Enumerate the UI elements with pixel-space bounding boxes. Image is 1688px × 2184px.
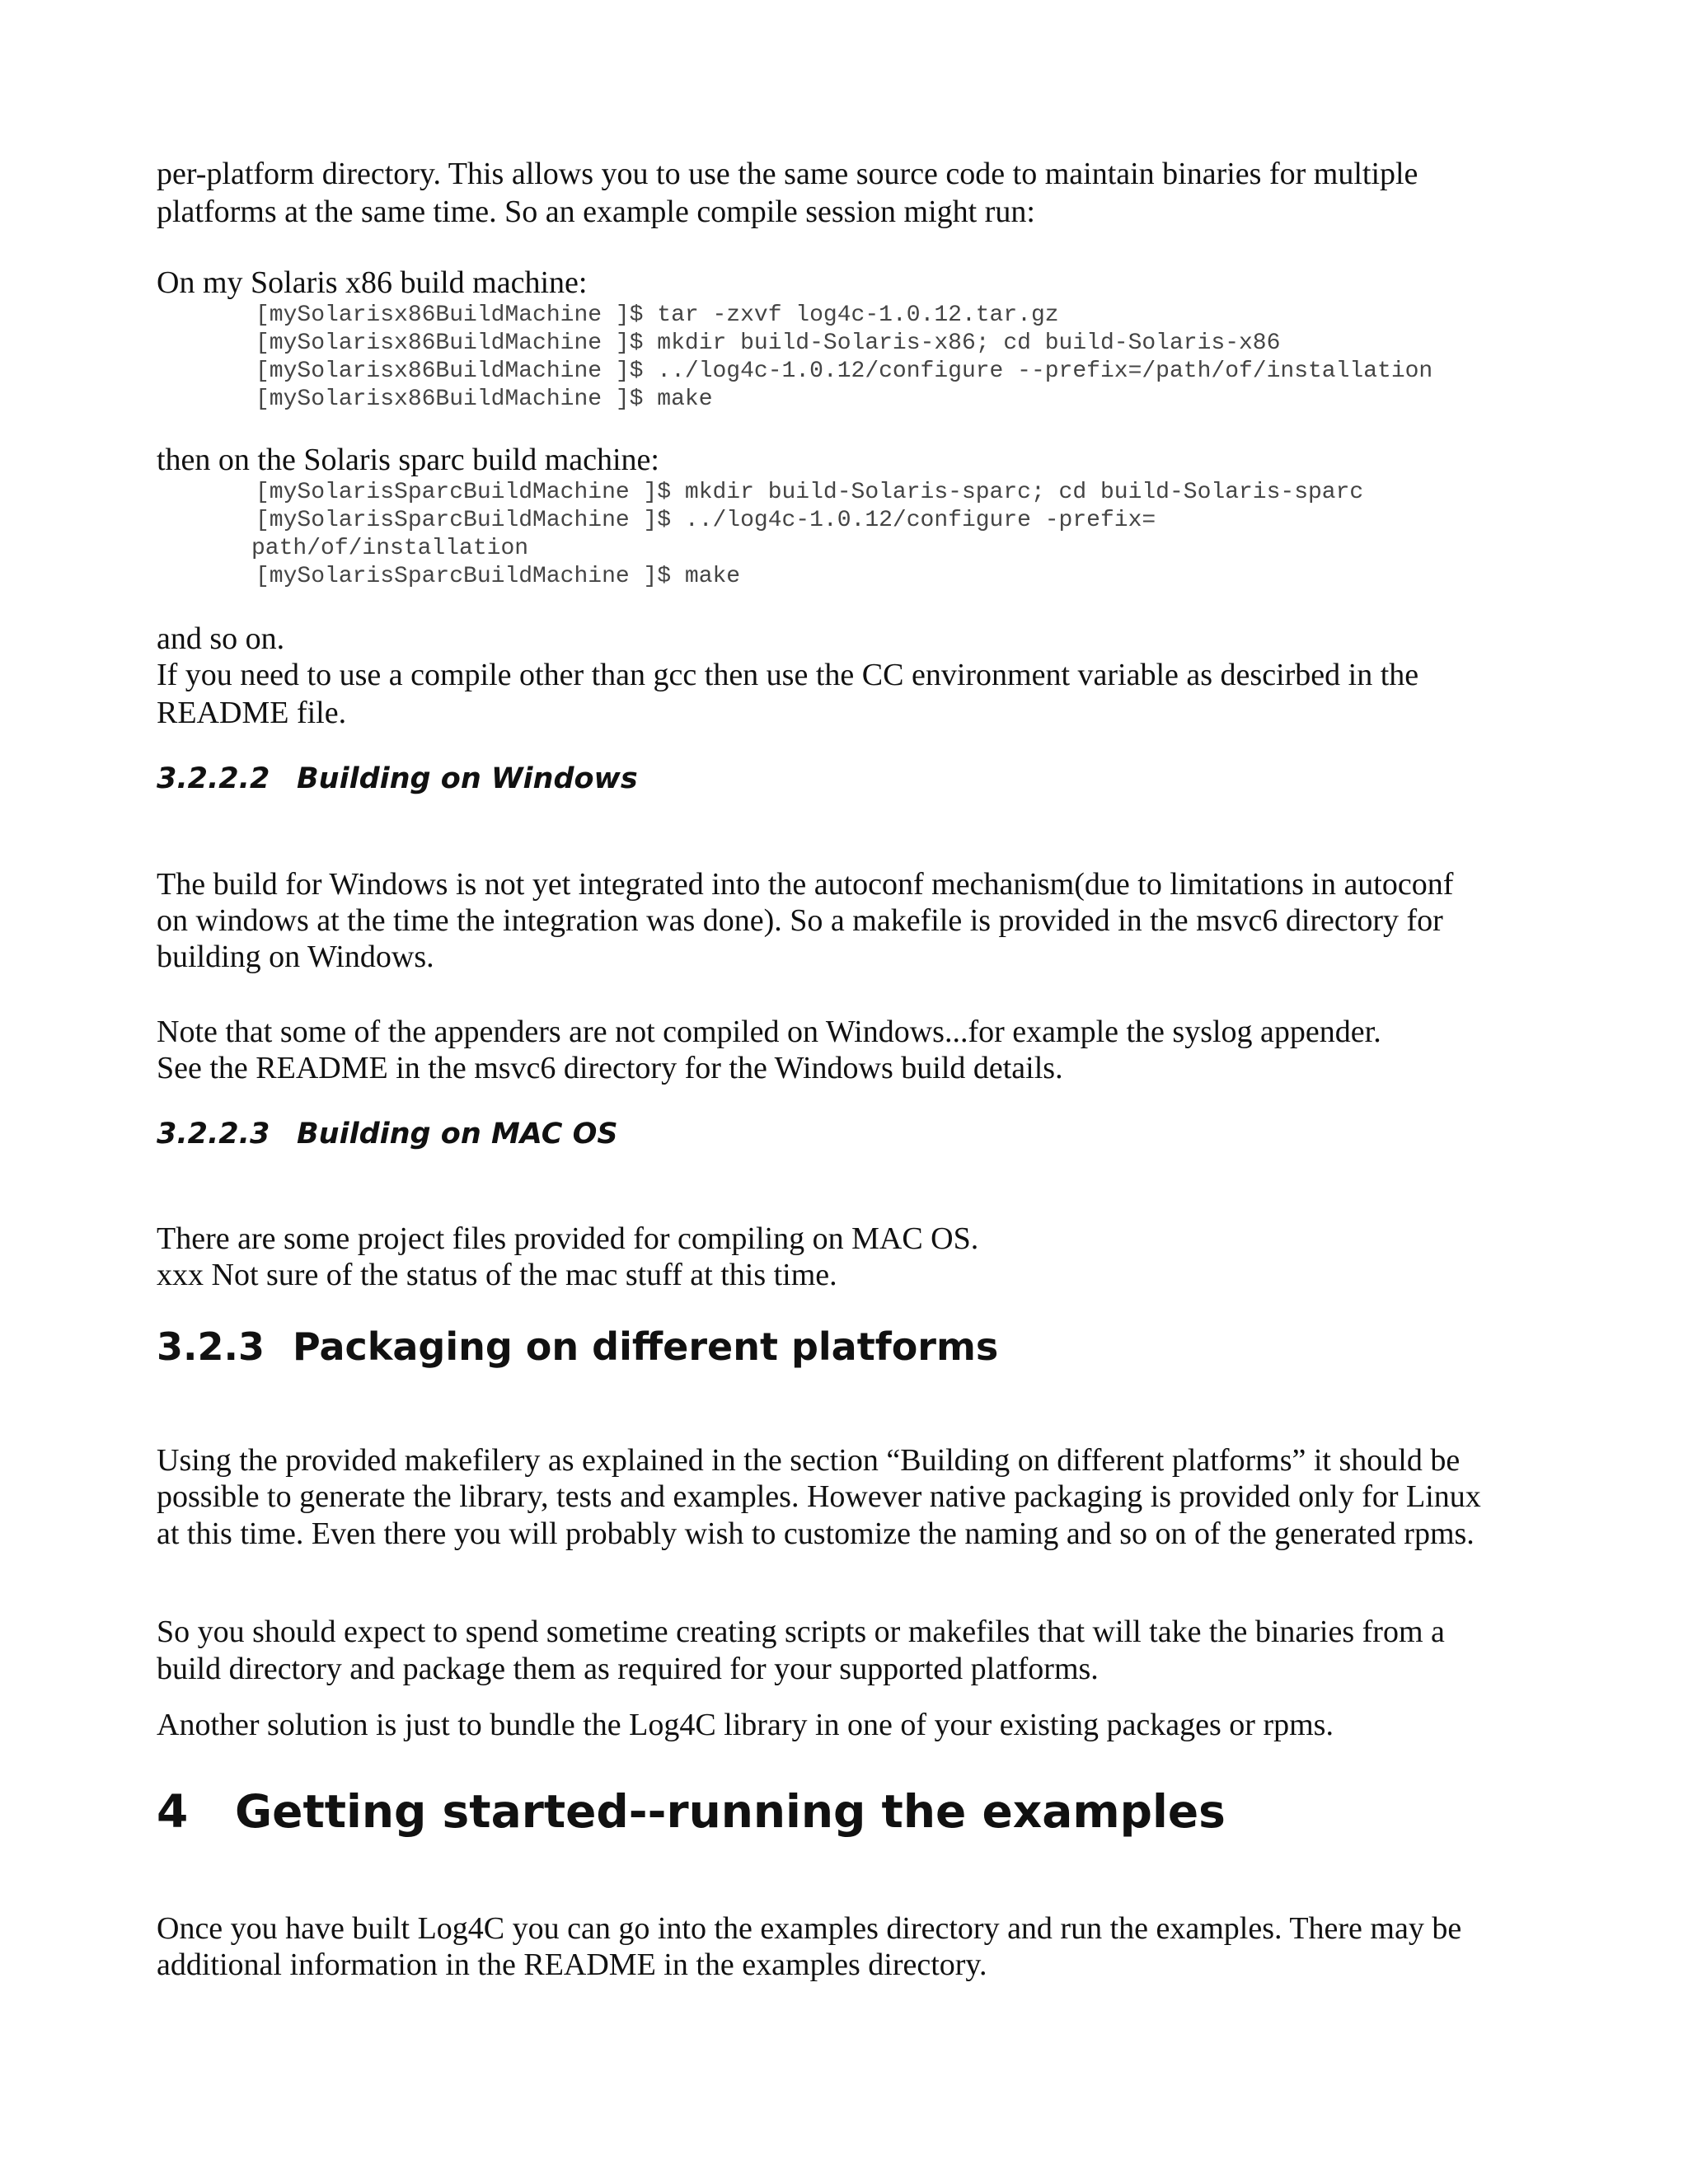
solaris-x86-label: On my Solaris x86 build machine: — [157, 265, 588, 300]
code-line: [mySolarisx86BuildMachine ]$ ../log4c-1.0.12/configure --prefix=/path/of/installation — [256, 359, 1433, 384]
windows-para-line: The build for Windows is not yet integrated into the autoconf mechanism(due to limitations in autoconf — [157, 867, 1454, 902]
section-title: Packaging on different platforms — [293, 1324, 999, 1369]
packaging-para3: Another solution is just to bundle the Log4C library in one of your existing packages or rpms. — [157, 1708, 1334, 1742]
getting-started-para-line: Once you have built Log4C you can go into the examples directory and run the examples. There may be — [157, 1911, 1462, 1946]
packaging-para2-line: build directory and package them as required for your supported platforms. — [157, 1652, 1099, 1686]
packaging-para-line: at this time. Even there you will probably wish to customize the naming and so on of the generated rpms. — [157, 1516, 1475, 1551]
getting-started-para-line: additional information in the README in the examples directory. — [157, 1947, 987, 1982]
mac-para-line: xxx Not sure of the status of the mac stuff at this time. — [157, 1258, 837, 1292]
windows-note-line: See the README in the msvc6 directory for the Windows build details. — [157, 1051, 1063, 1085]
code-line: [mySolarisSparcBuildMachine ]$ ../log4c-1.0.12/configure -prefix= — [256, 508, 1156, 533]
code-line: [mySolarisSparcBuildMachine ]$ mkdir build-Solaris-sparc; cd build-Solaris-sparc — [256, 480, 1364, 505]
chapter-heading-getting-started — [157, 1784, 1226, 1839]
after-commands-line: and so on. — [157, 621, 285, 656]
solaris-sparc-label: then on the Solaris sparc build machine: — [157, 443, 659, 477]
section-heading-windows — [157, 762, 638, 796]
chapter-title: Getting started--running the examples — [235, 1785, 1226, 1838]
intro-line-2: platforms at the same time. So an example compile session might run: — [157, 194, 1035, 229]
after-commands-line: If you need to use a compile other than gcc then use the CC environment variable as descirbed in the — [157, 658, 1419, 692]
section-heading-mac — [157, 1117, 618, 1151]
windows-para-line: on windows at the time the integration was done). So a makefile is provided in the msvc6 directory for — [157, 903, 1443, 938]
chapter-number: 4 — [157, 1785, 189, 1838]
code-line: [mySolarisx86BuildMachine ]$ tar -zxvf log4c-1.0.12.tar.gz — [256, 302, 1059, 328]
intro-line-1: per-platform directory. This allows you to use the same source code to maintain binaries for multiple — [157, 157, 1418, 191]
code-line: path/of/installation — [251, 536, 529, 561]
code-line: [mySolarisx86BuildMachine ]$ make — [256, 387, 713, 412]
section-heading-packaging — [157, 1324, 998, 1370]
windows-para-line: building on Windows. — [157, 940, 434, 974]
windows-note-line: Note that some of the appenders are not compiled on Windows...for example the syslog appender. — [157, 1015, 1381, 1049]
section-number: 3.2.2.2 — [157, 762, 270, 795]
code-line: [mySolarisSparcBuildMachine ]$ make — [256, 564, 741, 589]
packaging-para2-line: So you should expect to spend sometime creating scripts or makefiles that will take the binaries from a — [157, 1615, 1445, 1649]
section-title: Building on Windows — [297, 762, 638, 795]
section-title: Building on MAC OS — [297, 1118, 618, 1151]
code-line: [mySolarisx86BuildMachine ]$ mkdir build-Solaris-x86; cd build-Solaris-x86 — [256, 330, 1281, 356]
mac-para-line: There are some project files provided for compiling on MAC OS. — [157, 1221, 979, 1256]
packaging-para-line: Using the provided makefilery as explained in the section “Building on different platforms” it should be — [157, 1443, 1461, 1478]
section-number: 3.2.3 — [157, 1324, 265, 1369]
after-commands-line: README file. — [157, 696, 347, 730]
packaging-para-line: possible to generate the library, tests and examples. However native packaging is provided only for Linux — [157, 1479, 1481, 1514]
section-number: 3.2.2.3 — [157, 1118, 270, 1151]
